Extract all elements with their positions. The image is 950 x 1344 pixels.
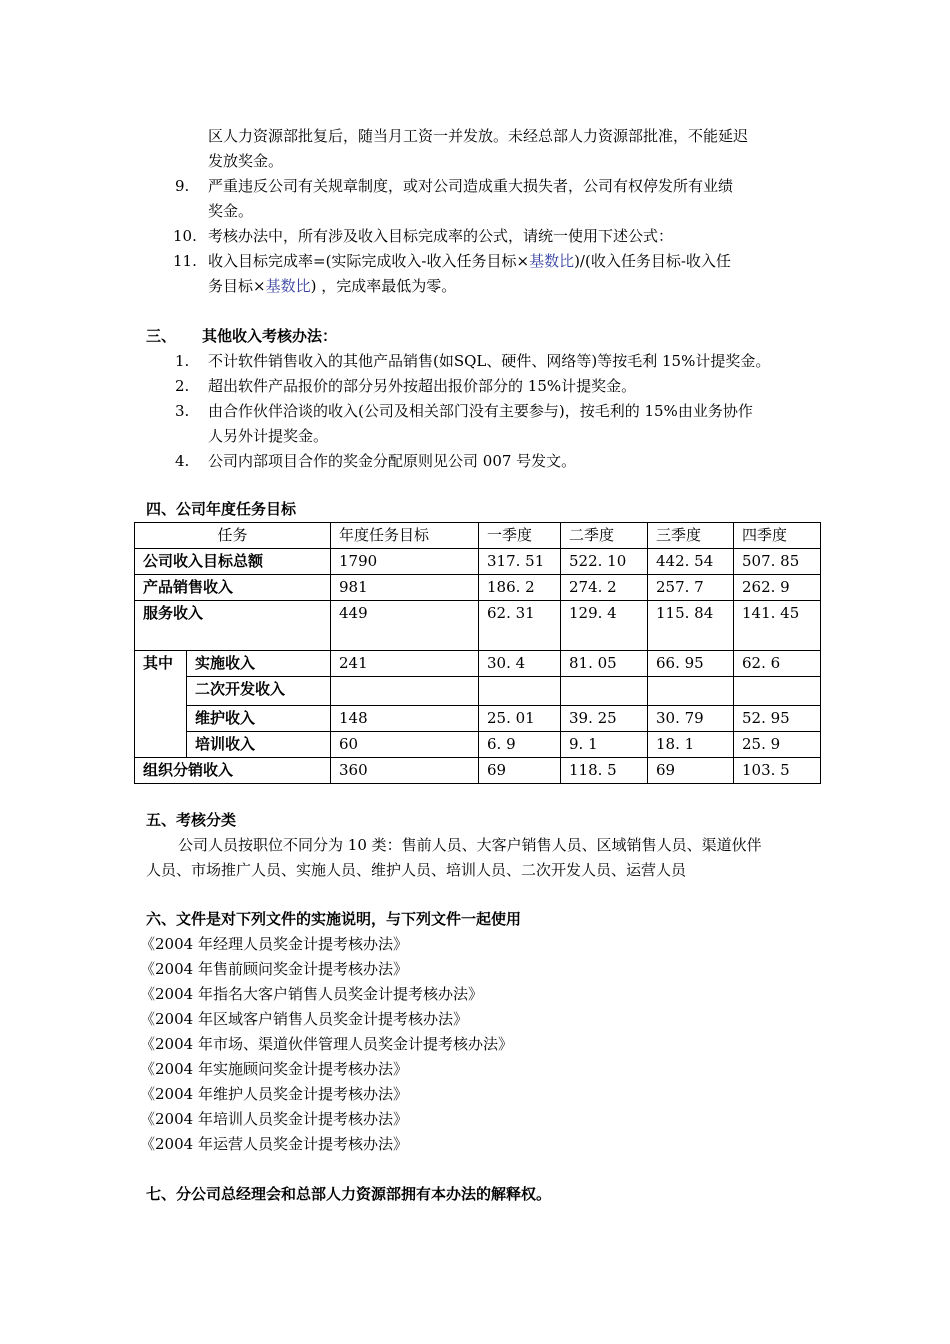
document-list-item: 《2004 年市场、渠道伙伴管理人员奖金计提考核办法》 xyxy=(140,1035,513,1053)
list-item-text: 考核办法中，所有涉及收入目标完成率的公式，请统一使用下述公式： xyxy=(208,227,674,245)
continued-paragraph xyxy=(208,124,818,174)
list-item-number: 1. xyxy=(175,352,190,370)
list-item-text: 超出软件产品报价的部分另外按超出报价部分的 15%计提奖金。 xyxy=(208,377,637,395)
table-cell: 522. 10 xyxy=(561,549,648,575)
table-cell: 25. 9 xyxy=(734,732,821,758)
list-item xyxy=(175,349,815,374)
section-5-paragraph xyxy=(146,833,826,883)
header-cell: 一季度 xyxy=(479,523,561,549)
list-item-number: 4. xyxy=(175,452,190,470)
row-label: 实施收入 xyxy=(187,651,331,677)
table-cell: 118. 5 xyxy=(561,758,648,784)
table-header-row xyxy=(135,523,821,549)
document-list-item: 《2004 年区域客户销售人员奖金计提考核办法》 xyxy=(140,1010,468,1028)
paragraph-line: 公司人员按职位不同分为 10 类：售前人员、大客户销售人员、区域销售人员、渠道伙伴 xyxy=(178,836,762,854)
table-cell: 66. 95 xyxy=(648,651,734,677)
list-item xyxy=(175,399,815,449)
table-cell: 141. 45 xyxy=(734,601,821,651)
list-item-number: 2. xyxy=(175,377,190,395)
section-7-heading: 七、分公司总经理会和总部人力资源部拥有本办法的解释权。 xyxy=(146,1185,552,1203)
document-list-item: 《2004 年售前顾问奖金计提考核办法》 xyxy=(140,960,408,978)
list-item-text: 奖金。 xyxy=(208,202,254,220)
formula-text: ) ，完成率最低为零。 xyxy=(310,277,457,295)
document-list-item: 《2004 年运营人员奖金计提考核办法》 xyxy=(140,1135,408,1153)
table-cell: 241 xyxy=(331,651,479,677)
list-item xyxy=(175,449,815,474)
table-cell: 186. 2 xyxy=(479,575,561,601)
row-label: 服务收入 xyxy=(135,601,331,651)
table-cell: 25. 01 xyxy=(479,706,561,732)
row-label: 维护收入 xyxy=(187,706,331,732)
table-cell: 262. 9 xyxy=(734,575,821,601)
table-cell: 981 xyxy=(331,575,479,601)
section-3-heading xyxy=(146,324,338,349)
base-ratio-link[interactable]: 基数比 xyxy=(529,252,575,270)
table-cell: 148 xyxy=(331,706,479,732)
formula-text: 收入目标完成率=(实际完成收入-收入任务目标× xyxy=(208,252,530,270)
table-cell: 52. 95 xyxy=(734,706,821,732)
list-item-number: 11. xyxy=(173,252,197,270)
list-item-number: 9. xyxy=(175,177,190,195)
table-row xyxy=(135,758,821,784)
formula-line-2 xyxy=(208,274,815,299)
document-list-item: 《2004 年维护人员奖金计提考核办法》 xyxy=(140,1085,408,1103)
table-cell: 30. 4 xyxy=(479,651,561,677)
table-cell: 69 xyxy=(479,758,561,784)
table-cell: 274. 2 xyxy=(561,575,648,601)
table-cell: 317. 51 xyxy=(479,549,561,575)
list-item-9 xyxy=(175,174,815,224)
list-item-text: 不计软件销售收入的其他产品销售(如SQL、硬件、网络等)等按毛利 15%计提奖金。 xyxy=(208,352,771,370)
formula-line-1 xyxy=(208,249,815,274)
section-title: 其他收入考核办法： xyxy=(202,327,338,345)
table-cell: 69 xyxy=(648,758,734,784)
table-cell: 257. 7 xyxy=(648,575,734,601)
list-item-text: 由合作伙伴洽谈的收入(公司及相关部门没有主要参与)，按毛利的 15%由业务协作 xyxy=(208,402,753,420)
table-cell: 39. 25 xyxy=(561,706,648,732)
table-row xyxy=(135,732,821,758)
table-cell: 30. 79 xyxy=(648,706,734,732)
section-number: 三、 xyxy=(146,327,177,345)
table-cell: 60 xyxy=(331,732,479,758)
table-row xyxy=(135,601,821,651)
table-cell: 9. 1 xyxy=(561,732,648,758)
table-cell: 1790 xyxy=(331,549,479,575)
table-cell: 449 xyxy=(331,601,479,651)
row-label: 组织分销收入 xyxy=(135,758,331,784)
table-row xyxy=(135,677,821,706)
continued-line-2: 发放奖金。 xyxy=(208,152,284,170)
list-item-number: 10. xyxy=(173,227,197,245)
paragraph-line: 人员、市场推广人员、实施人员、维护人员、培训人员、二次开发人员、运营人员 xyxy=(146,861,687,879)
row-label: 公司收入目标总额 xyxy=(135,549,331,575)
list-item-10 xyxy=(175,224,815,249)
table-cell xyxy=(561,677,648,706)
table-cell: 6. 9 xyxy=(479,732,561,758)
table-row xyxy=(135,575,821,601)
base-ratio-link[interactable]: 基数比 xyxy=(265,277,311,295)
row-label: 产品销售收入 xyxy=(135,575,331,601)
table-cell: 360 xyxy=(331,758,479,784)
row-label: 培训收入 xyxy=(187,732,331,758)
header-cell: 三季度 xyxy=(648,523,734,549)
row-group-label: 其中 xyxy=(135,651,187,758)
list-item xyxy=(175,374,815,399)
document-list-item: 《2004 年经理人员奖金计提考核办法》 xyxy=(140,935,408,953)
formula-text: )/(收入任务目标-收入任 xyxy=(574,252,731,270)
table-row xyxy=(135,651,821,677)
section-4-heading: 四、公司年度任务目标 xyxy=(146,500,297,518)
header-cell: 任务 xyxy=(135,523,331,549)
table-cell: 103. 5 xyxy=(734,758,821,784)
table-cell: 129. 4 xyxy=(561,601,648,651)
table-cell xyxy=(734,677,821,706)
document-list xyxy=(140,932,740,1157)
section-6-heading: 六、文件是对下列文件的实施说明，与下列文件一起使用 xyxy=(146,910,522,928)
header-cell: 四季度 xyxy=(734,523,821,549)
document-list-item: 《2004 年指名大客户销售人员奖金计提考核办法》 xyxy=(140,985,483,1003)
continued-line-1: 区人力资源部批复后，随当月工资一并发放。未经总部人力资源部批准，不能延迟 xyxy=(208,127,749,145)
annual-target-table xyxy=(134,522,821,784)
table-cell xyxy=(648,677,734,706)
table-cell: 62. 6 xyxy=(734,651,821,677)
table-cell: 115. 84 xyxy=(648,601,734,651)
header-cell: 二季度 xyxy=(561,523,648,549)
row-label: 二次开发收入 xyxy=(187,677,331,706)
table-cell: 81. 05 xyxy=(561,651,648,677)
document-list-item: 《2004 年实施顾问奖金计提考核办法》 xyxy=(140,1060,408,1078)
section-5-heading: 五、考核分类 xyxy=(146,811,237,829)
table-cell xyxy=(331,677,479,706)
table-cell: 62. 31 xyxy=(479,601,561,651)
header-cell: 年度任务目标 xyxy=(331,523,479,549)
table-row xyxy=(135,549,821,575)
table-cell: 507. 85 xyxy=(734,549,821,575)
list-item-text: 人另外计提奖金。 xyxy=(208,427,329,445)
list-item-number: 3. xyxy=(175,402,190,420)
table-cell: 442. 54 xyxy=(648,549,734,575)
list-item-11 xyxy=(175,249,815,299)
list-item-text: 公司内部项目合作的奖金分配原则见公司 007 号发文。 xyxy=(208,452,577,470)
document-list-item: 《2004 年培训人员奖金计提考核办法》 xyxy=(140,1110,408,1128)
table-cell xyxy=(479,677,561,706)
table-cell: 18. 1 xyxy=(648,732,734,758)
formula-text: 务目标× xyxy=(208,277,266,295)
table-row xyxy=(135,706,821,732)
list-item-text: 严重违反公司有关规章制度，或对公司造成重大损失者，公司有权停发所有业绩 xyxy=(208,177,734,195)
